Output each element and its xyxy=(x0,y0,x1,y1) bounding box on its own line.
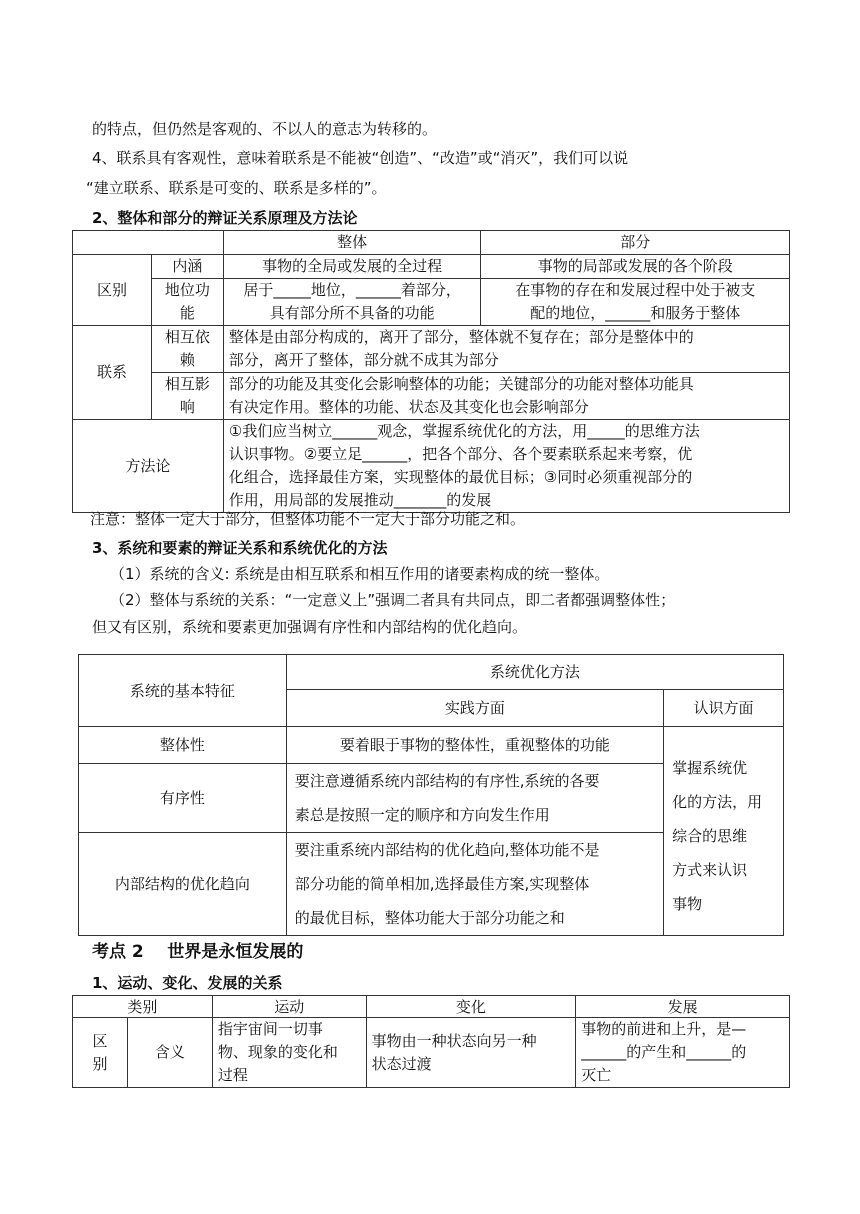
diwei-label-line: 地位功 xyxy=(164,281,210,299)
development-line: ______的产生和______的 xyxy=(581,1043,747,1061)
neihan-part: 事物的局部或发展的各个阶段 xyxy=(481,255,790,279)
practice-header: 实践方面 xyxy=(286,690,663,727)
cognition-header: 认识方面 xyxy=(664,690,784,727)
methodology-line: ①我们应当树立______观念，掌握系统优化的方法，用_____的思维方法 xyxy=(228,422,700,440)
yilai-text-line: 部分，离开了整体，部分就不成其为部分 xyxy=(228,351,499,369)
diwei-part-line: 在事物的存在和发展过程中处于被支 xyxy=(515,281,756,299)
row2-feature: 有序性 xyxy=(79,764,287,833)
development-meaning xyxy=(576,1018,790,1088)
row2-practice-line: 要注意遵循系统内部结构的有序性,系统的各要 xyxy=(294,772,600,790)
cognition-cell xyxy=(664,727,784,936)
row2-practice xyxy=(286,764,663,833)
section3-title: 3、系统和要素的辩证关系和系统优化的方法 xyxy=(92,539,388,557)
methodology-line: 认识事物。②要立足______，把各个部分、各个要素联系起来考察，优 xyxy=(228,445,693,463)
meaning-label: 含义 xyxy=(127,1018,212,1088)
yingxiang-text-line: 有决定作用。整体的功能、状态及其变化也会影响部分 xyxy=(228,398,589,416)
section2-title: 2、整体和部分的辩证关系原理及方法论 xyxy=(92,209,358,227)
change-meaning xyxy=(366,1018,576,1088)
yingxiang-text xyxy=(223,373,789,420)
methodology-label: 方法论 xyxy=(73,420,224,513)
section3-p1: （1）系统的含义: 系统是由相互联系和相互作用的诸要素构成的统一整体。 xyxy=(110,565,610,583)
distinction-label: 区别 xyxy=(73,255,152,326)
category-header: 类别 xyxy=(73,996,213,1018)
change-header: 变化 xyxy=(366,996,576,1018)
development-line: 灭亡 xyxy=(581,1066,612,1084)
yingxiang-label-line: 响 xyxy=(179,398,195,416)
system-table xyxy=(78,654,784,936)
intro-line-3: “建立联系、联系是可变的、联系是多样的”。 xyxy=(86,179,387,197)
diwei-part xyxy=(481,279,790,326)
cognition-line: 方式来认识 xyxy=(672,861,748,879)
motion-table xyxy=(72,995,790,1088)
cognition-line: 化的方法，用 xyxy=(672,793,763,811)
methodology-text xyxy=(223,420,789,513)
row2-practice-line: 素总是按照一定的顺序和方向发生作用 xyxy=(294,806,550,824)
kaodian2-title: 考点 2 世界是永恒发展的 xyxy=(92,942,304,962)
development-header: 发展 xyxy=(576,996,790,1018)
motion-header: 运动 xyxy=(212,996,366,1018)
whole-part-table xyxy=(72,230,790,513)
cognition-line: 掌握系统优 xyxy=(672,759,748,777)
neihan-label: 内涵 xyxy=(151,255,223,279)
cognition-line: 事物 xyxy=(672,895,703,913)
motion-line: 指宇宙间一切事 xyxy=(217,1020,323,1038)
row1-feature: 整体性 xyxy=(79,727,287,764)
diwei-whole-line: 具有部分所不具备的功能 xyxy=(269,304,435,322)
yilai-label-line: 赖 xyxy=(179,351,195,369)
diwei-whole-line: 居于_____地位，______着部分， xyxy=(243,281,461,299)
motion-meaning xyxy=(212,1018,366,1088)
development-line: 事物的前进和上升，是— xyxy=(581,1020,747,1038)
row3-practice-line: 要注重系统内部结构的优化趋向,整体功能不是 xyxy=(294,841,600,859)
motion-line: 物、现象的变化和 xyxy=(217,1043,338,1061)
header-empty xyxy=(73,231,224,255)
row3-practice-line: 部分功能的简单相加,选择最佳方案,实现整体 xyxy=(294,875,590,893)
methodology-line: 作用，用局部的发展推动_______的发展 xyxy=(228,491,492,509)
diwei-label xyxy=(151,279,223,326)
distinction-label xyxy=(73,1018,128,1088)
section3-p2a: （2）整体与系统的关系：“一定意义上”强调二者具有共同点，即二者都强调整体性； xyxy=(110,591,676,609)
yilai-text-line: 整体是由部分构成的，离开了部分，整体就不复存在；部分是整体中的 xyxy=(228,328,694,346)
kaodian2-sub1: 1、运动、变化、发展的关系 xyxy=(92,974,283,992)
row3-feature: 内部结构的优化趋向 xyxy=(79,833,287,936)
change-line: 状态过渡 xyxy=(371,1054,432,1073)
yilai-label-line: 相互依 xyxy=(164,328,210,346)
diwei-label-line: 能 xyxy=(179,304,195,322)
header-whole: 整体 xyxy=(223,231,481,255)
yilai-label xyxy=(151,326,223,373)
row3-practice xyxy=(286,833,663,936)
basic-features-header: 系统的基本特征 xyxy=(79,655,287,727)
yingxiang-label xyxy=(151,373,223,420)
cognition-line: 综合的思维 xyxy=(672,827,748,845)
yingxiang-text-line: 部分的功能及其变化会影响整体的功能；关键部分的功能对整体功能具 xyxy=(228,375,694,393)
yingxiang-label-line: 相互影 xyxy=(164,375,210,393)
note: 注意：整体一定大于部分，但整体功能不一定大于部分功能之和。 xyxy=(90,510,526,528)
intro-line-2: 4、联系具有客观性，意味着联系是不能被“创造”、“改造”或“消灭”，我们可以说 xyxy=(92,149,629,167)
neihan-whole: 事物的全局或发展的全过程 xyxy=(223,255,481,279)
connection-label: 联系 xyxy=(73,326,152,420)
row3-practice-line: 的最优目标，整体功能大于部分功能之和 xyxy=(294,909,565,927)
change-line: 事物由一种状态向另一种 xyxy=(371,1031,537,1050)
diwei-whole xyxy=(223,279,481,326)
distinction-line: 区 xyxy=(92,1031,108,1050)
optimization-methods-header: 系统优化方法 xyxy=(286,655,783,690)
section3-p2b: 但又有区别，系统和要素更加强调有序性和内部结构的优化趋向。 xyxy=(92,618,528,636)
methodology-line: 化组合，选择最佳方案，实现整体的最优目标；③同时必须重视部分的 xyxy=(228,468,693,486)
header-part: 部分 xyxy=(481,231,790,255)
distinction-line: 别 xyxy=(92,1054,108,1073)
diwei-part-line: 配的地位，______和服务于整体 xyxy=(530,304,741,322)
row1-practice: 要着眼于事物的整体性，重视整体的功能 xyxy=(286,727,663,764)
yilai-text xyxy=(223,326,789,373)
motion-line: 过程 xyxy=(217,1066,248,1084)
intro-line-1: 的特点，但仍然是客观的、不以人的意志为转移的。 xyxy=(92,120,438,138)
